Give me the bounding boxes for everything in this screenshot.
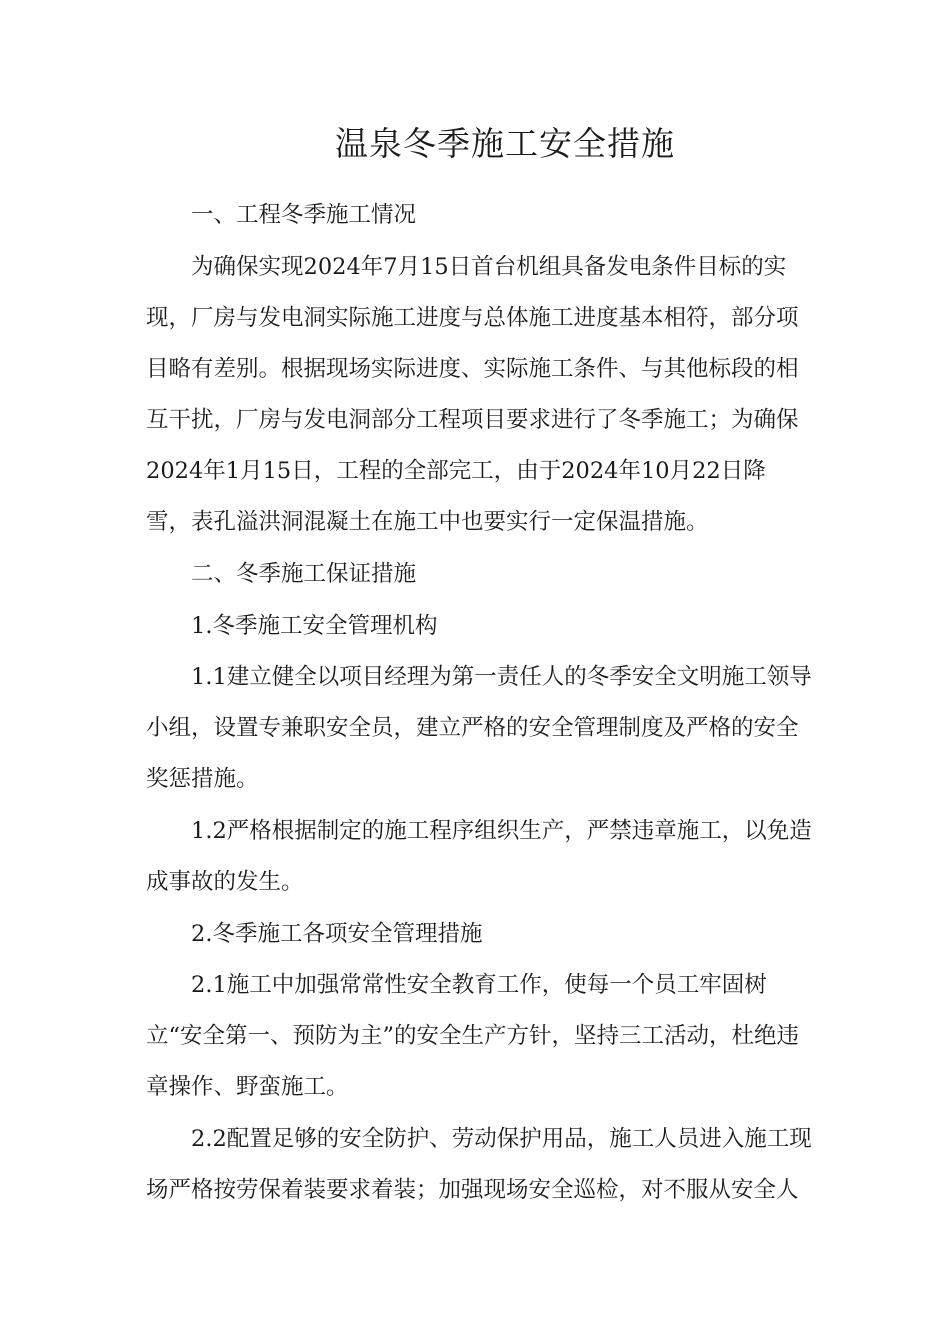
paragraph-line: 2024年1月15日，工程的全部完工，由于2024年10月22日降 [146,458,766,484]
paragraph-line: 雪，表孔溢洪洞混凝土在施工中也要实行一定保温措施。 [146,509,709,535]
paragraph-line: 立“安全第一、预防为主”的安全生产方针，坚持三工活动，杜绝违 [146,1023,800,1049]
paragraph-line: 1.2严格根据制定的施工程序组织生产，严禁违章施工，以免造 [191,818,812,844]
paragraph-line: 2.2配置足够的安全防护、劳动保护用品，施工人员进入施工现 [191,1126,812,1152]
paragraph-line: 章操作、野蛮施工。 [146,1074,349,1100]
section-heading-1: 一、工程冬季施工情况 [191,202,417,228]
paragraph-line: 现，厂房与发电洞实际施工进度与总体施工进度基本相符，部分项 [146,305,799,331]
paragraph-line: 2.1施工中加强常常性安全教育工作，使每一个员工牢固树 [191,972,767,998]
paragraph-line: 成事故的发生。 [146,869,304,895]
paragraph-line: 1.1建立健全以项目经理为第一责任人的冬季安全文明施工领导 [191,664,812,690]
paragraph-line: 互干扰，厂房与发电洞部分工程项目要求进行了冬季施工；为确保 [146,407,799,433]
paragraph-line: 奖惩措施。 [146,766,259,792]
paragraph-line: 为确保实现2024年7月15日首台机组具备发电条件目标的实 [191,254,787,280]
paragraph-line: 场严格按劳保着装要求着装；加强现场安全巡检，对不服从安全人 [146,1177,799,1203]
subsection-heading: 2.冬季施工各项安全管理措施 [191,921,483,947]
subsection-heading: 1.冬季施工安全管理机构 [191,613,438,639]
section-heading-2: 二、冬季施工保证措施 [191,561,417,587]
paragraph-line: 目略有差别。根据现场实际进度、实际施工条件、与其他标段的相 [146,356,799,382]
paragraph-line: 小组，设置专兼职安全员，建立严格的安全管理制度及严格的安全 [146,715,799,741]
document-title: 温泉冬季施工安全措施 [335,124,675,163]
